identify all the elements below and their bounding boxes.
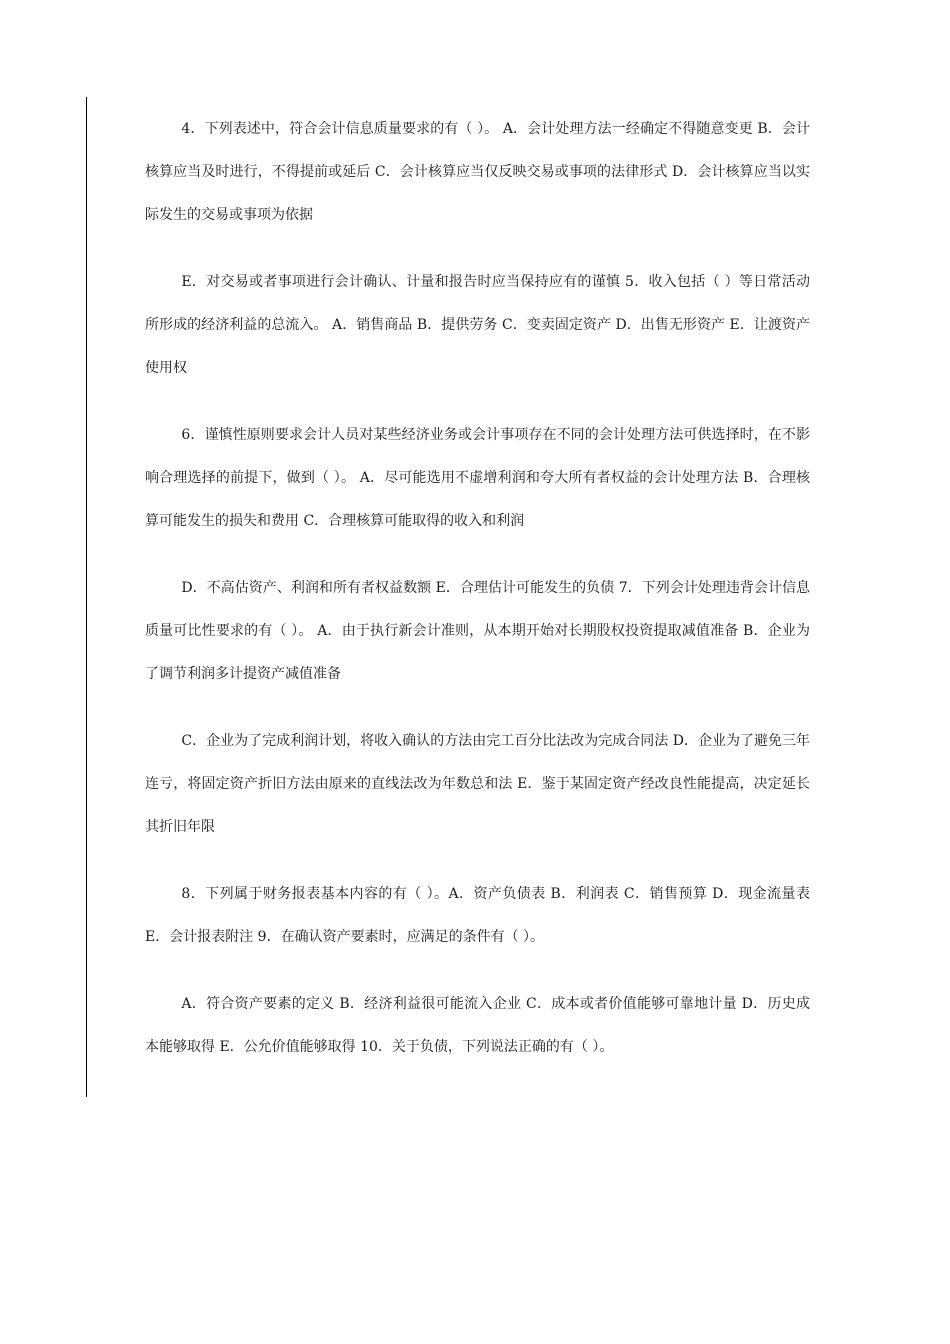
- document-body: [145, 108, 810, 1069]
- left-margin-rule: [86, 97, 87, 1097]
- question-paragraph-2: E．对交易或者事项进行会计确认、计量和报告时应当保持应有的谨慎 5．收入包括（ ）等日常活动所形成的经济利益的总流入。 A．销售商品 B．提供劳务 C．变卖固定资产 D．出售无形资产 E．让渡资产使用权: [145, 274, 810, 376]
- question-paragraph-7: A．符合资产要素的定义 B．经济利益很可能流入企业 C．成本或者价值能够可靠地计量 D．历史成本能够取得 E．公允价值能够取得 10．关于负债，下列说法正确的有（ ）。: [145, 996, 810, 1055]
- question-paragraph-3: 6．谨慎性原则要求会计人员对某些经济业务或会计事项存在不同的会计处理方法可供选择时，在不影响合理选择的前提下，做到（ ）。 A．尽可能选用不虚增利润和夸大所有者权益的会计处理方法 B．合理核算可能发生的损失和费用 C．合理核算可能取得的收入和利润: [145, 427, 810, 529]
- question-paragraph-5: C．企业为了完成利润计划，将收入确认的方法由完工百分比法改为完成合同法 D．企业为了避免三年连亏，将固定资产折旧方法由原来的直线法改为年数总和法 E．鉴于某固定资产经改良性能提高，决定延长其折旧年限: [145, 733, 810, 835]
- question-paragraph-6: 8．下列属于财务报表基本内容的有（ ）。A．资产负债表 B．利润表 C．销售预算 D．现金流量表 E．会计报表附注 9．在确认资产要素时，应满足的条件有（ ）。: [145, 886, 810, 945]
- question-paragraph-4: D．不高估资产、利润和所有者权益数额 E．合理估计可能发生的负债 7．下列会计处理违背会计信息质量可比性要求的有（ ）。 A．由于执行新会计准则，从本期开始对长期股权投资提取减值准备 B．企业为了调节利润多计提资产减值准备: [145, 580, 810, 682]
- question-paragraph-1: 4．下列表述中，符合会计信息质量要求的有（ ）。 A．会计处理方法一经确定不得随意变更 B．会计核算应当及时进行，不得提前或延后 C．会计核算应当仅反映交易或事项的法律形式 D．会计核算应当以实际发生的交易或事项为依据: [145, 121, 810, 223]
